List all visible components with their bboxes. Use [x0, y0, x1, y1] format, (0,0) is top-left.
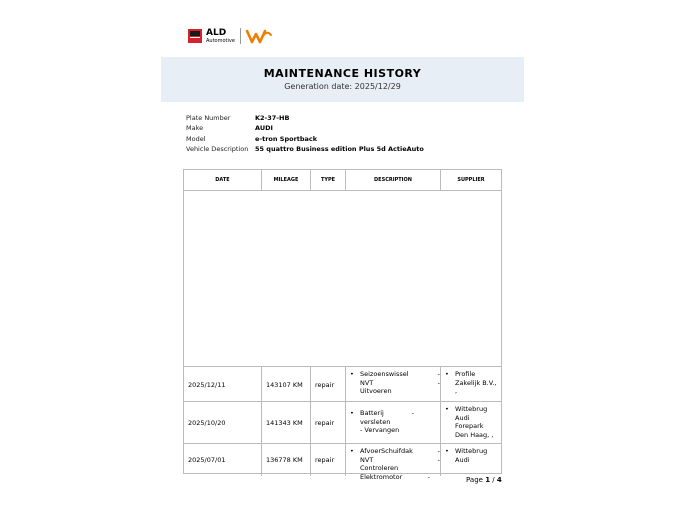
desc-line: Controleren — [360, 464, 399, 472]
brand-name: ALD — [206, 27, 227, 38]
plate-label: Plate Number — [186, 114, 231, 123]
dash-mark: - — [437, 370, 440, 378]
row-type: repair — [311, 402, 346, 444]
model-value: e-tron Sportback — [255, 134, 318, 143]
table-header — [184, 170, 501, 191]
ald-logo-icon — [188, 29, 202, 43]
row-mileage: 136778 KM — [262, 444, 311, 476]
logo-divider — [240, 28, 241, 44]
row-supplier — [441, 402, 501, 444]
desc-line: Seizoenswissel — [360, 370, 409, 378]
supplier-line: Audi — [455, 413, 470, 422]
supplier-line: Audi — [455, 455, 470, 464]
dash-mark: - — [437, 447, 440, 455]
row-supplier — [441, 367, 501, 402]
bullet-icon: • — [350, 409, 354, 417]
description-label: Vehicle Description — [186, 145, 249, 154]
make-label: Make — [186, 124, 204, 133]
row-date: 2025/07/01 — [184, 444, 262, 476]
vehicle-info — [186, 113, 424, 154]
table-row — [184, 366, 501, 402]
bullet-icon: • — [445, 370, 449, 378]
desc-line: versleten — [360, 417, 391, 426]
row-description — [346, 367, 441, 402]
model-row — [186, 134, 424, 144]
plate-row — [186, 113, 424, 123]
row-date: 2025/12/11 — [184, 367, 262, 402]
page-indicator — [466, 476, 502, 484]
desc-line: NVT — [360, 378, 374, 387]
supplier-line: Wittebrug — [455, 447, 488, 455]
header-mileage: MILEAGE — [262, 170, 311, 190]
row-mileage: 141343 KM — [262, 402, 311, 444]
pager-total: 4 — [496, 476, 502, 484]
header-supplier: SUPPLIER — [457, 177, 485, 183]
pager-prefix: Page — [466, 476, 483, 484]
row-date: 2025/10/20 — [184, 402, 262, 444]
title-band — [161, 57, 524, 102]
pager-current: 1 — [485, 476, 491, 484]
bullet-icon: • — [350, 370, 354, 378]
make-value: AUDI — [255, 124, 273, 133]
bullet-icon: • — [445, 447, 449, 455]
brand-logos — [188, 27, 272, 45]
row-description — [346, 444, 441, 481]
supplier-line: Wittebrug — [455, 405, 488, 413]
supplier-line: Den Haag, , — [455, 430, 494, 439]
row-supplier — [441, 444, 501, 476]
make-row — [186, 123, 424, 133]
row-type: repair — [311, 444, 346, 476]
generation-date: Generation date: 2025/12/29 — [284, 82, 401, 91]
row-type: repair — [311, 367, 346, 402]
model-label: Model — [186, 134, 206, 143]
description-value: 55 quattro Business edition Plus 5d ActieAuto — [255, 145, 424, 154]
row-description — [346, 402, 441, 444]
page-title: MAINTENANCE HISTORY — [263, 67, 422, 80]
desc-line: - Vervangen — [360, 426, 400, 434]
desc-line: Uitvoeren — [360, 387, 392, 395]
desc-line: Elektromotor — [360, 472, 403, 481]
header-type: TYPE — [311, 170, 346, 190]
plate-value: K2-37-HB — [255, 114, 290, 123]
supplier-line: Zakelijk B.V., — [455, 378, 497, 387]
desc-line: NVT — [360, 455, 374, 464]
dash-mark: - — [427, 472, 430, 481]
desc-line: AfvoerSchuifdak — [360, 447, 413, 455]
leaseplan-logo-icon — [246, 28, 272, 44]
supplier-line: , — [455, 387, 458, 395]
header-date: DATE — [184, 170, 262, 190]
dash-mark: - — [437, 378, 440, 387]
bullet-icon: • — [445, 405, 449, 413]
row-mileage: 143107 KM — [262, 367, 311, 402]
pager-separator: / — [492, 476, 495, 484]
bullet-icon: • — [350, 447, 354, 455]
desc-line: Batterij — [360, 409, 384, 417]
supplier-line: Profile — [455, 370, 476, 378]
description-row — [186, 144, 424, 154]
dash-mark: - — [411, 409, 414, 417]
brand-sub: Automotive — [206, 37, 235, 44]
dash-mark: - — [437, 455, 440, 464]
ald-wordmark — [206, 29, 235, 44]
table-row — [184, 401, 501, 444]
header-description: DESCRIPTION — [346, 170, 441, 190]
supplier-line: Forepark — [455, 422, 484, 430]
